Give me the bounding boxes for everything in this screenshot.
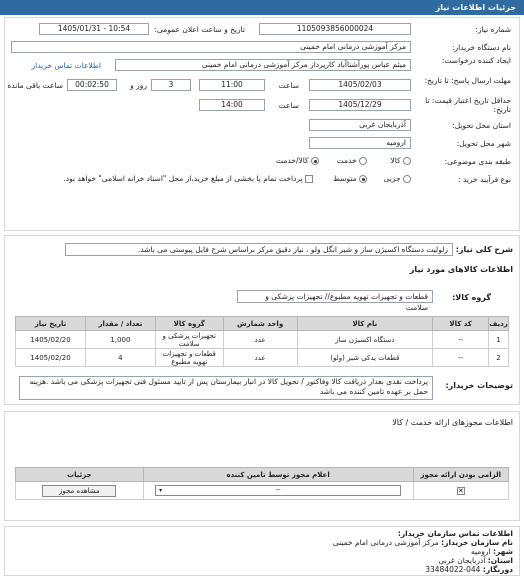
process-minor-option[interactable]: جزیی — [383, 174, 411, 183]
radio-icon[interactable] — [359, 175, 367, 183]
radio-icon[interactable] — [403, 175, 411, 183]
goods-table-header — [16, 317, 509, 331]
cell-code: -- — [433, 331, 489, 349]
category-goods-option[interactable]: کالا — [390, 156, 411, 165]
deadline-date-field[interactable]: 1405/02/03 — [309, 79, 411, 91]
table-row[interactable] — [16, 349, 509, 367]
col-announce: اعلام مجوز توسط تامین کننده — [143, 468, 413, 482]
col-qty: تعداد / مقدار — [85, 317, 155, 331]
col-group: گروه کالا — [155, 317, 223, 331]
permit-select[interactable]: -- ▾ — [155, 485, 401, 496]
need-info-panel — [4, 17, 520, 231]
announce-field[interactable]: 1405/01/31 - 10:54 — [39, 23, 149, 35]
permits-table-header — [16, 468, 509, 482]
goods-group-field: قطعات و تجهیزات تهویه مطبوع// تجهیزات پزشکی و سلامت — [237, 290, 433, 303]
table-row[interactable] — [16, 482, 509, 500]
description-label: شرح کلی نیاز: — [455, 245, 513, 254]
cell-row: 1 — [489, 331, 509, 349]
contact-title: اطلاعات تماس سازمان خریدار: — [397, 529, 513, 538]
days-label: روز و — [130, 81, 147, 90]
cell-qty: 1,000 — [85, 331, 155, 349]
province-label: استان محل تحویل: — [452, 121, 511, 130]
deadline-label: مهلت ارسال پاسخ: تا تاریخ: — [424, 76, 511, 85]
view-permit-button[interactable]: مشاهده مجوز — [42, 485, 116, 497]
cell-row: 2 — [489, 349, 509, 367]
buyer-contact-panel — [4, 526, 520, 576]
checkbox-icon[interactable] — [305, 175, 313, 183]
goods-section-title: اطلاعات کالاهای مورد نیاز — [409, 265, 513, 274]
days-field[interactable]: 3 — [151, 79, 191, 91]
category-service-option[interactable]: خدمت — [337, 156, 367, 165]
permits-section-title: اطلاعات مجوزهای ارائه خدمت / کالا — [392, 418, 513, 427]
goods-group-label: گروه کالا: — [452, 293, 491, 302]
radio-icon[interactable] — [403, 157, 411, 165]
process-label: نوع فرآیند خرید : — [457, 175, 511, 184]
creator-field[interactable]: میثم عباس پورآشناآباد کارپرداز مرکز آموزشی درمانی امام خمینی — [115, 59, 411, 71]
treasury-checkbox[interactable]: پرداخت تمام یا بخشی از مبلغ خرید،از محل "اسناد خزانه اسلامی" خواهد بود. — [63, 174, 313, 183]
contact-phone-line: دورنگار: 044-33484022 — [425, 565, 513, 574]
cell-unit: عدد — [223, 349, 297, 367]
radio-icon[interactable] — [359, 157, 367, 165]
permits-panel — [4, 411, 520, 521]
need-number-field[interactable]: 1105093856000024 — [259, 23, 411, 35]
cell-name: دستگاه اکسیژن ساز — [297, 331, 433, 349]
announce-label: تاریخ و ساعت اعلان عمومی: — [154, 25, 245, 34]
category-label: طبقه بندی موضوعی: — [444, 157, 511, 166]
cell-group: قطعات و تجهیزات تهویه مطبوع — [155, 349, 223, 367]
cell-date: 1405/02/20 — [16, 331, 86, 349]
cell-group: تجهیزات پزشکی و سلامت — [155, 331, 223, 349]
goods-table — [15, 316, 509, 367]
cell-unit: عدد — [223, 331, 297, 349]
buyer-org-label: نام دستگاه خریدار: — [451, 43, 511, 52]
process-medium-option[interactable]: متوسط — [333, 174, 367, 183]
deadline-time-label: ساعت — [278, 81, 299, 90]
remaining-time-field[interactable]: 00:02:50 — [67, 79, 117, 91]
cell-code: -- — [433, 349, 489, 367]
cell-name: قطعات یدکی شیر (ولو) — [297, 349, 433, 367]
col-details: جزئیات — [16, 468, 144, 482]
page-header: جزئیات اطلاعات نیاز — [0, 0, 524, 15]
contact-province-line: استان: آذربایجان غربی — [438, 556, 513, 565]
description-field: زلولیت دستگاه اکسیژن ساز و شیر انگل ولو ، نیاز دقیق مرکز براساس شرح فایل پیوستی می باشد. — [65, 243, 453, 256]
deadline-time-field[interactable]: 11:00 — [199, 79, 265, 91]
province-field[interactable]: آذربایجان غربی — [309, 119, 411, 131]
col-name: نام کالا — [297, 317, 433, 331]
table-row[interactable] — [16, 331, 509, 349]
need-number-label: شماره نیاز: — [475, 25, 511, 34]
contact-org-line: نام سازمان خریدار: مرکز آموزشی درمانی امام خمینی — [332, 538, 513, 547]
remaining-label: ساعت باقی مانده — [7, 81, 63, 90]
cell-date: 1405/02/20 — [16, 349, 86, 367]
cell-details — [16, 482, 144, 500]
col-date: تاریخ نیاز — [16, 317, 86, 331]
goods-panel — [4, 235, 520, 405]
buyer-notes-label: توضیحات خریدار: — [445, 381, 513, 390]
buyer-contact-link[interactable]: اطلاعات تماس خریدار — [31, 61, 101, 70]
validity-label: حداقل تاریخ اعتبار قیمت: تا تاریخ: — [425, 96, 511, 114]
radio-icon[interactable] — [311, 157, 319, 165]
x-checkbox-icon[interactable]: ✕ — [457, 486, 464, 495]
buyer-notes-field: پرداخت نقدی بعداز دریافت کالا وفاکتور / تحویل کالا در انبار بیمارستان پس از تایید مسئول فنی تجهیزات پزشکی می باشد .هزینه حمل بر عهده تامین کننده می باشد — [19, 376, 433, 400]
contact-city-line: شهر: ارومیه — [470, 547, 513, 556]
chevron-down-icon[interactable]: ▾ — [159, 487, 163, 494]
permits-table — [15, 467, 509, 500]
col-row: ردیف — [489, 317, 509, 331]
cell-required — [413, 482, 508, 500]
col-required: الزامی بودن ارائه مجوز — [413, 468, 508, 482]
buyer-org-field[interactable]: مرکز آموزشی درمانی امام خمینی — [11, 41, 411, 53]
validity-date-field[interactable]: 1405/12/29 — [309, 99, 411, 111]
category-goods-service-option[interactable]: کالا/خدمت — [276, 156, 319, 165]
city-label: شهر محل تحویل: — [456, 139, 511, 148]
cell-select — [143, 482, 413, 500]
city-field[interactable]: ارومیه — [309, 137, 411, 149]
col-unit: واحد شمارش — [223, 317, 297, 331]
creator-label: ایجاد کننده درخواست: — [441, 56, 511, 65]
cell-qty: 4 — [85, 349, 155, 367]
validity-time-label: ساعت — [278, 101, 299, 110]
col-code: کد کالا — [433, 317, 489, 331]
validity-time-field[interactable]: 14:00 — [199, 99, 265, 111]
